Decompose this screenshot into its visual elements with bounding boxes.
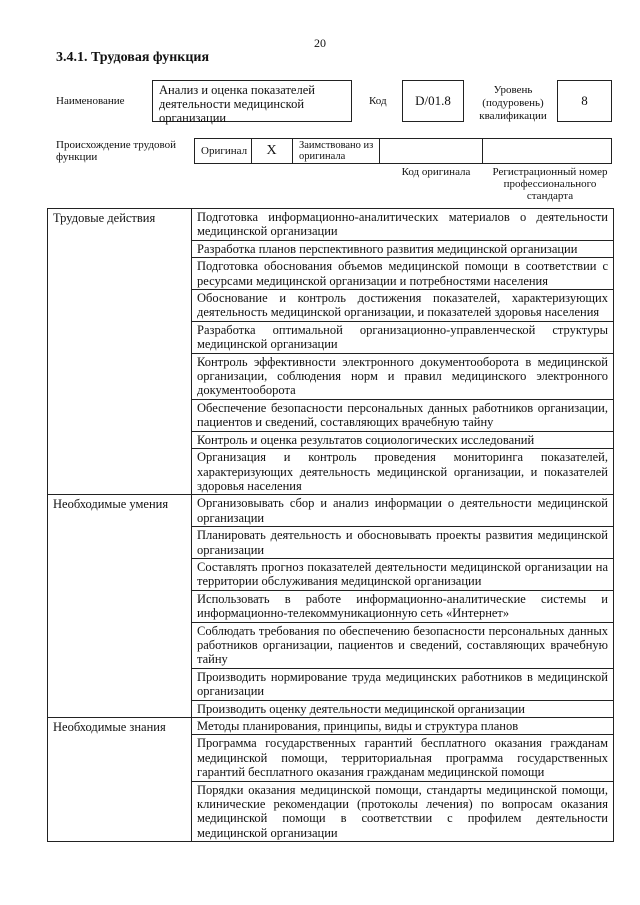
list-item: Обеспечение безопасности персональных данных работников организации, пациентов и сведений, составляющих врачебную тайну: [192, 399, 614, 431]
list-item: Разработка оптимальной организационно-управленческой структуры медицинской организации: [192, 321, 614, 353]
name-value: Анализ и оценка показателей деятельности медицинской организации: [152, 80, 352, 122]
page-number: 20: [314, 36, 326, 50]
reg-number-cell: [482, 138, 612, 164]
code-original-label: Код оригинала: [401, 166, 471, 178]
table-row: [48, 495, 614, 527]
functions-table: [47, 208, 614, 842]
list-item: Составлять прогноз показателей деятельности медицинской организации на территории обслуживания медицинской организации: [192, 558, 614, 590]
origin-label: Происхождение трудовой функции: [56, 139, 177, 163]
list-item: Контроль и оценка результатов социологических исследований: [192, 431, 614, 448]
level-value: 8: [557, 80, 612, 122]
borrowed-label: Заимствовано из оригинала: [292, 138, 380, 164]
table-row: [48, 718, 614, 735]
origin-row: [194, 138, 612, 164]
list-item: Подготовка информационно-аналитических материалов о деятельности медицинской организации: [192, 209, 614, 241]
list-item: Соблюдать требования по обеспечению безопасности персональных данных работников организации, пациентов и сведений, составляющих врачебную тайну: [192, 622, 614, 668]
list-item: Порядки оказания медицинской помощи, стандарты медицинской помощи, клинические рекомендации (протоколы лечения) по вопросам оказания медицинской помощи в соответствии с профилем деятельности медицинской организации: [192, 781, 614, 842]
list-item: Разработка планов перспективного развития медицинской организации: [192, 240, 614, 257]
level-label: Уровень (подуровень) квалификации: [479, 84, 547, 122]
list-item: Использовать в работе информационно-аналитические системы и информационно-телекоммуникационную сеть «Интернет»: [192, 590, 614, 622]
section-title-knowledge: Необходимые знания: [48, 718, 192, 842]
list-item: Программа государственных гарантий бесплатного оказания гражданам медицинской помощи, территориальная программа государственных гарантий бесплатного оказания гражданам медицинской помощи: [192, 735, 614, 781]
list-item: Контроль эффективности электронного документооборота в медицинской организации, соблюдения норм и правил медицинского электронного документооборота: [192, 353, 614, 399]
list-item: Обоснование и контроль достижения показателей, характеризующих деятельность медицинской организации, и показателей здоровья населения: [192, 290, 614, 322]
original-mark: [251, 138, 293, 164]
list-item: Планировать деятельность и обосновывать проекты развития медицинской организации: [192, 527, 614, 559]
list-item: Подготовка обоснования объемов медицинской помощи в соответствии с ресурсами медицинской организации и потребностями населения: [192, 258, 614, 290]
list-item: Организовывать сбор и анализ информации о деятельности медицинской организации: [192, 495, 614, 527]
name-label: Наименование: [56, 95, 125, 107]
code-value: D/01.8: [402, 80, 464, 122]
section-title-skills: Необходимые умения: [48, 495, 192, 718]
original-x-mark: X: [266, 143, 277, 158]
section-title-actions: Трудовые действия: [48, 209, 192, 495]
code-original-cell: [379, 138, 483, 164]
original-label: Оригинал: [194, 138, 252, 164]
table-row: [48, 209, 614, 241]
list-item: Производить нормирование труда медицинских работников в медицинской организации: [192, 668, 614, 700]
list-item: Методы планирования, принципы, виды и структура планов: [192, 718, 614, 735]
section-title: 3.4.1. Трудовая функция: [56, 50, 210, 65]
code-label: Код: [369, 95, 387, 107]
list-item: Организация и контроль проведения мониторинга показателей, характеризующих деятельность медицинской организации, и показателей здоровья населения: [192, 449, 614, 495]
list-item: Производить оценку деятельности медицинской организации: [192, 700, 614, 717]
reg-number-label: Регистрационный номер профессионального стандарта: [492, 166, 608, 202]
